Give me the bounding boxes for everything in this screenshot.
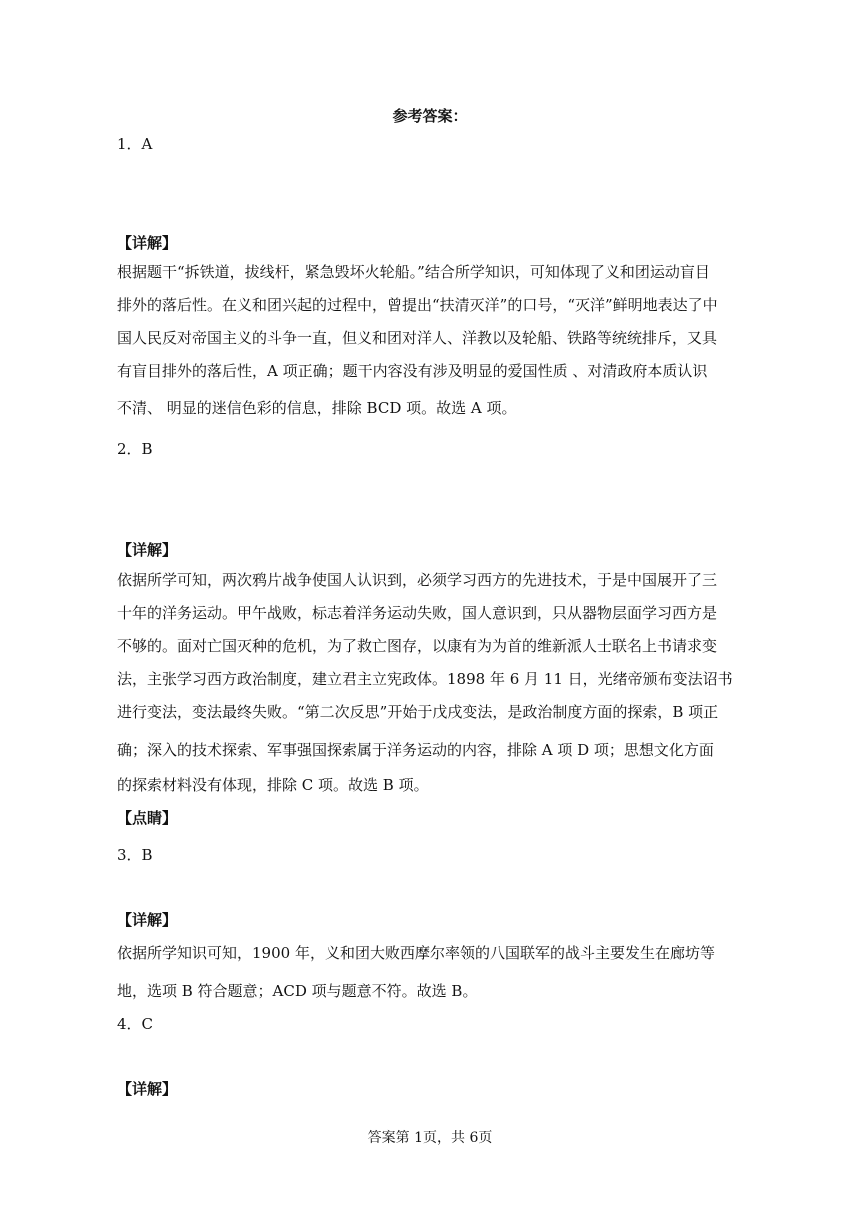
answer-3: 3．B [117,846,153,864]
explanation-2-line: 的探索材料没有体现，排除 C 项。故选 B 项。 [117,776,429,794]
explanation-2-line: 十年的洋务运动。甲午战败，标志着洋务运动失败，国人意识到，只从器物层面学习西方是 [117,604,718,622]
explanation-1-line: 根据题干“拆铁道，拔线杆，紧急毁坏火轮船。”结合所学知识，可知体现了义和团运动盲目 [117,263,710,281]
explanation-heading-4: 【详解】 [117,1080,178,1098]
explanation-heading-2: 【详解】 [117,541,178,559]
explanation-3-line: 依据所学知识可知，1900 年，义和团大败西摩尔率领的八国联军的战斗主要发生在廊坊等 [117,944,715,962]
explanation-1-line: 国人民反对帝国主义的斗争一直，但义和团对洋人、洋教以及轮船、铁路等统统排斥，又具 [117,329,718,347]
explanation-2-line: 法，主张学习西方政治制度，建立君主立宪政体。1898 年 6 月 11 日，光绪帝颁布变法诏书 [117,670,733,688]
explanation-2-line: 不够的。面对亡国灭种的危机，为了救亡图存，以康有为为首的维新派人士联名上书请求变 [117,637,718,655]
explanation-3-line: 地，选项 B 符合题意；ACD 项与题意不符。故选 B。 [117,982,478,1000]
explanation-heading-1: 【详解】 [117,234,178,252]
explanation-1-line: 不清、 明显的迷信色彩的信息，排除 BCD 项。故选 A 项。 [117,399,517,417]
page-title: 参考答案： [392,107,468,125]
explanation-1-line: 排外的落后性。在义和团兴起的过程中，曾提出“扶清灭洋”的口号，“灭洋”鲜明地表达了中 [117,296,718,314]
answer-1: 1．A [117,135,153,153]
tip-heading-2: 【点睛】 [117,809,178,827]
explanation-2-line: 确；深入的技术探索、军事强国探索属于洋务运动的内容，排除 A 项 D 项；思想文化方面 [117,741,714,759]
answer-4: 4．C [117,1015,154,1033]
explanation-1-line: 有盲目排外的落后性，A 项正确；题干内容没有涉及明显的爱国性质 、对清政府本质认识 [117,362,708,380]
explanation-2-line: 进行变法，变法最终失败。“第二次反思”开始于戊戌变法，是政治制度方面的探索，B 项正 [117,703,719,721]
explanation-heading-3: 【详解】 [117,911,178,929]
explanation-2-line: 依据所学可知，两次鸦片战争使国人认识到，必须学习西方的先进技术，于是中国展开了三 [117,571,718,589]
page-footer: 答案第 1页，共 6页 [367,1130,493,1146]
answer-2: 2．B [117,440,153,458]
